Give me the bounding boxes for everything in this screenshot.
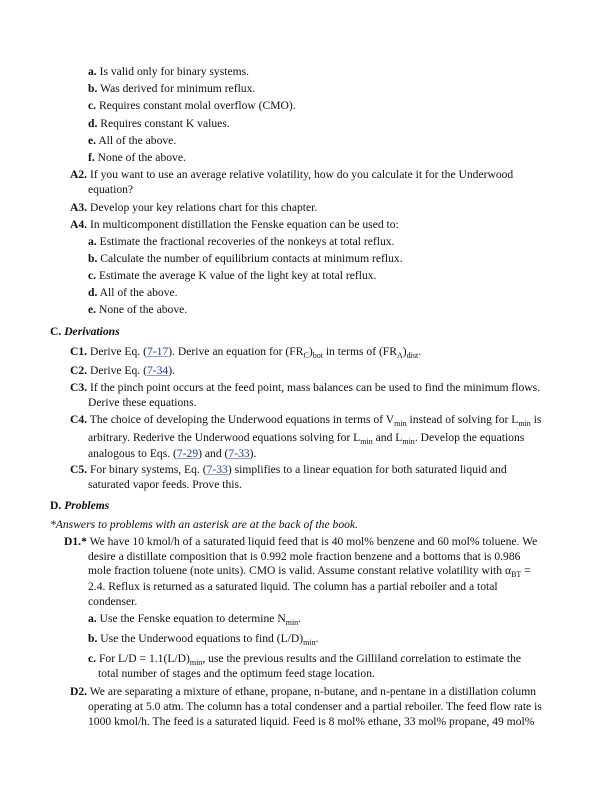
problem-d1-line4: 2.4. Reflux is returned as a saturated liquid. The column has a partial reboiler and a total <box>88 580 498 593</box>
a4-option-a: a. Estimate the fractional recoveries of the nonkeys at total reflux. <box>88 235 395 248</box>
problem-d2: D2. We are separating a mixture of ethane, propane, n-butane, and n-pentane in a distillation column <box>70 685 537 698</box>
a4-option-e: e. None of the above. <box>88 303 188 316</box>
option-a: a. Is valid only for binary systems. <box>88 65 250 78</box>
equation-link[interactable]: 7-17 <box>146 345 169 358</box>
question-c4-line2: arbitrary. Rederive the Underwood equations solving for $L_{min}$ and $L_{min}$. Develop the equations <box>88 431 525 446</box>
problem-d1-line2: desire a distillate composition that is 0.992 mole fraction benzene and a bottoms that is 0.986 <box>88 550 521 563</box>
question-a3: A3. Develop your key relations chart for this chapter. <box>70 201 318 214</box>
option-e: e. All of the above. <box>88 134 177 147</box>
option-b: b. Was derived for minimum reflux. <box>88 82 256 95</box>
option-f: f. None of the above. <box>88 151 186 164</box>
problem-d1-line5: condenser. <box>88 595 138 608</box>
question-c3-cont: Derive these equations. <box>88 396 197 409</box>
option-c: c. Requires constant molal overflow (CMO). <box>88 99 296 112</box>
problem-d1-line3: mole fraction toluene (note units). CMO is valid. Assume constant relative volatility with $\alpha_{BT}$ = <box>88 564 531 579</box>
question-c4: C4. The choice of developing the Underwood equations in terms of $V_{min}$ instead of solving for $L_{min}$ is <box>70 413 542 428</box>
a4-option-c: c. Estimate the average K value of the light key at total reflux. <box>88 269 377 282</box>
section-c-heading: C. Derivations <box>50 325 120 338</box>
problem-d2-line3: 1000 kmol/h. The feed is a saturated liquid. Feed is 8 mol% ethane, 33 mol% propane, 49 mol% <box>88 715 535 728</box>
section-d-heading: D. Problems <box>50 499 110 512</box>
equation-link[interactable]: 7-33 <box>206 463 228 476</box>
a4-option-d: d. All of the above. <box>88 286 178 299</box>
question-c2: C2. Derive Eq. (7-34). <box>70 364 175 377</box>
option-d: d. Requires constant K values. <box>88 117 230 130</box>
problem-d1: D1.* We have 10 kmol/h of a saturated liquid feed that is 40 mol% benzene and 60 mol% toluene. We <box>64 535 538 548</box>
question-c4-line3: analogous to Eqs. (7-29) and (7-33). <box>88 447 257 460</box>
equation-link[interactable]: 7-29 <box>176 447 199 460</box>
a4-option-b: b. Calculate the number of equilibrium contacts at minimum reflux. <box>88 252 403 265</box>
question-a2-cont: equation? <box>88 183 134 196</box>
question-c5-cont: saturated vapor feeds. Prove this. <box>88 478 242 491</box>
equation-link[interactable]: 7-33 <box>228 447 250 460</box>
problem-d1-part-b: b. Use the Underwood equations to find $(L/D)_{min}$. <box>88 632 319 647</box>
question-a2: A2. If you want to use an average relative volatility, how do you calculate it for the Underwood <box>70 168 514 181</box>
problem-d1-part-c: c. For $L/D = 1.1(L/D)_{min}$, use the previous results and the Gilliland correlation to estimate the <box>88 652 522 667</box>
asterisk-note: *Answers to problems with an asterisk are at the back of the book. <box>50 518 358 531</box>
equation-link[interactable]: 7-34 <box>146 364 169 377</box>
question-a4: A4. In multicomponent distillation the Fenske equation can be used to: <box>70 218 399 231</box>
question-c3: C3. If the pinch point occurs at the feed point, mass balances can be used to find the minimum flows. <box>70 381 541 394</box>
problem-d1-part-a: a. Use the Fenske equation to determine $N_{min}$. <box>88 612 302 627</box>
problem-d2-line2: operating at 5.0 atm. The column has a total condenser and a partial reboiler. The feed flow rate is <box>88 700 542 713</box>
question-c5: C5. For binary systems, Eq. (7-33) simplifies to a linear equation for both saturated liquid and <box>70 463 507 476</box>
question-c1: C1. Derive Eq. (7-17). Derive an equation for $(FR_C)_{bot}$ in terms of $(FR_A)_{dist}$. <box>70 345 422 360</box>
problem-d1-part-c-cont: total number of stages and the optimum feed stage location. <box>98 667 375 680</box>
